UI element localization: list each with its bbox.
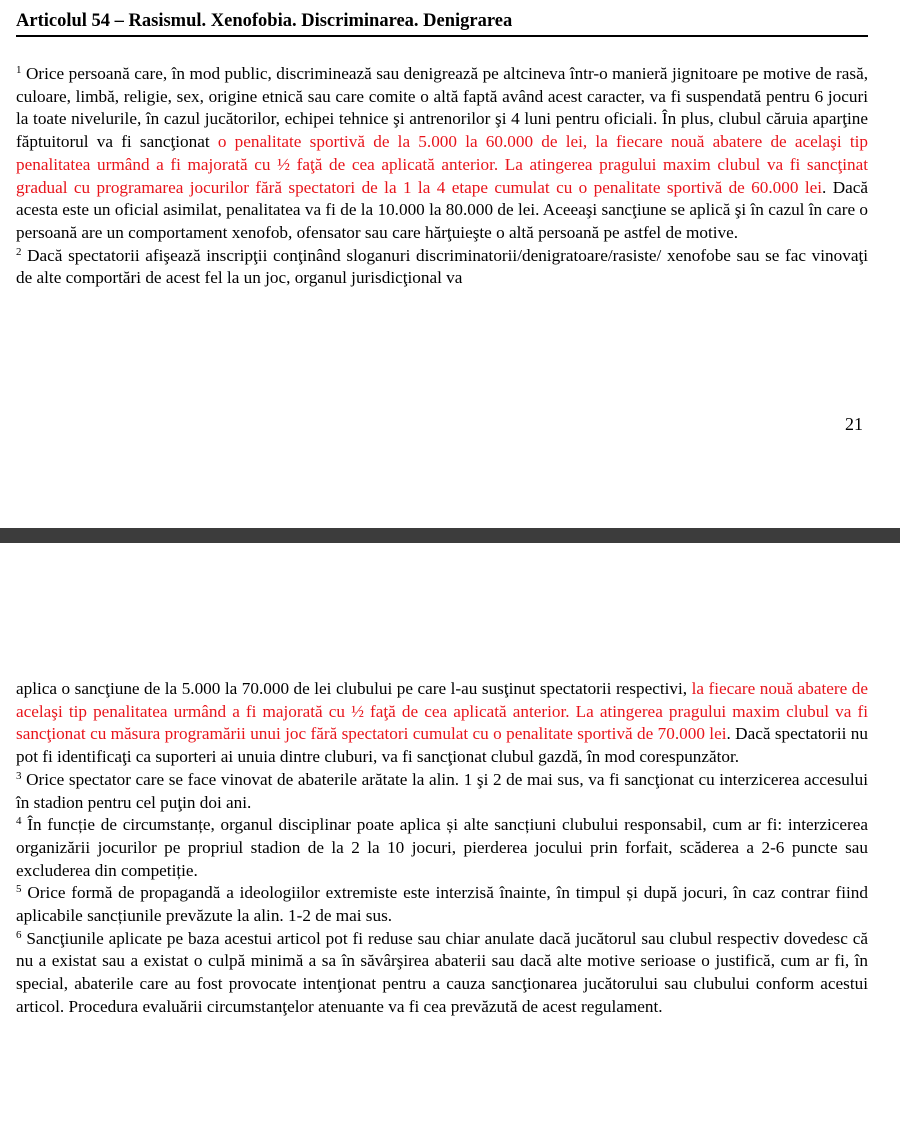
paragraph-4 [16,814,868,882]
paragraph-number: 6 [16,928,22,941]
page-21-body [16,63,868,290]
paragraph-1 [16,63,868,245]
amended-text: o penalitate sportivă de la 5.000 la 60.000 de lei, la fiecare nouă abatere de acelaşi tip penalitatea urmând a fi majorată cu ½ faţă de cea aplicată anterior. La atingerea pragului maxim clubul va fi sancţinat gradual cu programarea jocurilor fără spectatori de la 1 la 4 etape cumulat cu o penalitate sportivă de 60.000 lei [16,132,868,197]
paragraph-number: 3 [16,769,22,782]
paragraph-text: Dacă spectatorii afişează inscripţii conţinând sloganuri discriminatorii/denigratoare/rasiste/ xenofobe sau se fac vinovaţi de alte comportări de acest fel la un joc, organul jurisdicţional va [16,245,868,288]
paragraph-number: 2 [16,245,22,258]
document-page-22 [0,543,900,1126]
page-22-body [16,678,868,1019]
page-number: 21 [845,414,863,434]
page-break-separator [0,528,900,543]
paragraph-number: 5 [16,883,22,896]
paragraph-text: . Dacă acesta este un oficial asimilat, penalitatea va fi de la 10.000 la 80.000 de lei. Aceeaşi sancţiune se aplică şi în cazul în care o persoană are un comportament xenofob, ofensator sau care hărţuieşte o altă persoană pe astfel de motive. [16,177,868,242]
paragraph-text: Orice formă de propagandă a ideologiilor extremiste este interzisă înainte, în timpul și după jocuri, în caz contrar fiind aplicabile sancțiunile prevăzute la alin. 1-2 de mai sus. [16,883,868,926]
paragraph-5 [16,882,868,927]
paragraph-3 [16,769,868,814]
paragraph-number: 4 [16,815,22,828]
paragraph-text: aplica o sancţiune de la 5.000 la 70.000 de lei clubului pe care l-au susţinut spectatorii respectivi, [16,679,692,698]
paragraph-text: În funcție de circumstanțe, organul disciplinar poate aplica și alte sancțiuni clubului responsabil, cum ar fi: interzicerea organizării jocurilor pe propriul stadion de la 2 la 10 jocuri, pierderea jocului prin forfait, scăderea a 2-6 puncte sau excluderea din competiție. [16,815,868,880]
document-page-21 [0,0,900,528]
paragraph-6 [16,928,868,1019]
paragraph-text: Orice persoană care, în mod public, discriminează sau denigrează pe altcineva într-o manieră jignitoare pe motive de rasă, culoare, limbă, religie, sex, origine etnică sau care comite o altă faptă având acest caracter, va fi suspendată pentru 6 jocuri la toate nivelurile, în cazul jucătorilor, echipei tehnice şi antrenorilor şi 4 luni pentru oficiali. În plus, clubul căruia aparţine făptuitorul va fi sancţionat [16,64,868,152]
paragraph-text: Orice spectator care se face vinovat de abaterile arătate la alin. 1 şi 2 de mai sus, va fi sancţionat cu interzicerea accesului în stadion pentru cel puţin doi ani. [16,769,868,812]
paragraph-number: 1 [16,64,22,76]
paragraph-2 [16,245,868,290]
paragraph-2-continued [16,678,868,769]
paragraph-text: Sancţiunile aplicate pe baza acestui articol pot fi reduse sau chiar anulate dacă jucătorul sau clubul respectiv dovedesc că nu a existat sau a existat o culpă minimă a sa în săvârşirea abaterii sau dacă alte motive serioase o justifică, cum ar fi, în special, abaterile care au fost provocate intenţionat pentru a cauza sancţionarea jucătorului sau clubului conform acestui articol. Procedura evaluării circumstanţelor atenuante va fi cea prevăzută de acest regulament. [16,928,868,1016]
paragraph-text: . Dacă spectatorii nu pot fi identificaţi ca suporteri ai unuia dintre cluburi, va fi sancţionat clubul gazdă, în mod corespunzător. [16,724,868,767]
article-heading: Articolul 54 – Rasismul. Xenofobia. Discriminarea. Denigrarea [16,8,868,37]
amended-text: la fiecare nouă abatere de acelaşi tip penalitatea urmând a fi majorată cu ½ faţă de cea aplicată anterior. La atingerea pragului maxim clubul va fi sancţionat cu măsura programării unui joc fără spectatori cumulat cu o penalitate sportivă de 70.000 lei [16,679,868,744]
